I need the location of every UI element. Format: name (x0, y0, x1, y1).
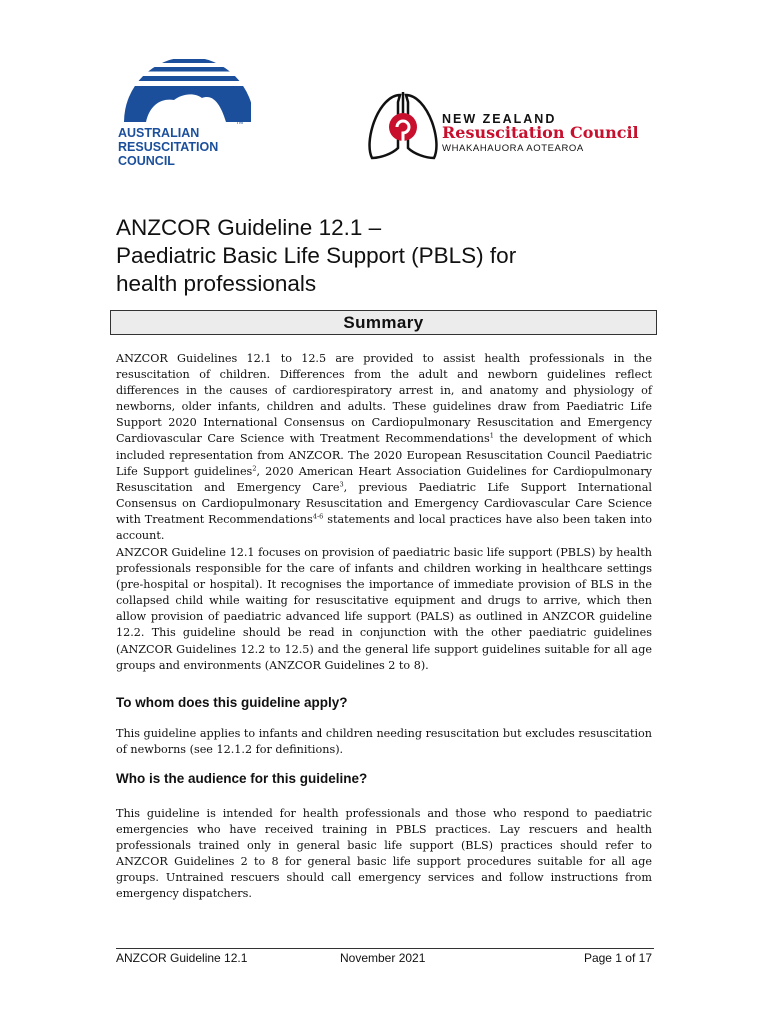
paragraph (116, 726, 652, 758)
text-run: the development of which included representation from ANZCOR. The 2020 European Resuscitation Council Paediatric Life Support guidelines (116, 432, 653, 478)
text-run: This guideline applies to infants and children needing resuscitation but excludes resuscitation of newborns (see 12.1.2 for definitions). (116, 727, 652, 757)
arc-logo-line: RESUSCITATION (118, 140, 219, 154)
summary-heading: Summary (110, 310, 657, 335)
nz-logo-line3: WHAKAHAUORA AOTEAROA (442, 143, 584, 154)
citation-ref: 2 (252, 463, 257, 472)
text-run: ANZCOR Guideline 12.1 focuses on provision of paediatric basic life support (PBLS) by health professionals responsible for the care of infants and children working in healthcare settings (pre-hospital or hospital). It recognises the importance of immediate provision of BLS in the collapsed child while waiting for resuscitative equipment and drugs to arrive, which then allow provision of paediatric advanced life support (PALS) as outlined in ANZCOR guideline 12.2. This guideline should be read in conjunction with the other paediatric guidelines (ANZCOR Guidelines 12.2 to 12.5) and the general life support guidelines suitable for all age groups and environments (ANZCOR Guidelines 2 to 8). (116, 546, 652, 672)
nz-logo (366, 92, 639, 162)
citation-ref: 4-6 (312, 512, 324, 521)
arc-logo-line: COUNCIL (118, 154, 175, 168)
text-run: , previous Paediatric Life Support International Consensus on Cardiopulmonary Resuscitation and Emergency Cardiovascular Care Science with Treatment Recommendations (116, 480, 652, 526)
citation-ref: 1 (489, 431, 494, 440)
footer-center: November 2021 (340, 951, 426, 965)
trademark: TM (236, 120, 244, 126)
nz-logo-line2: Resuscitation Council (442, 123, 639, 142)
text-run: ANZCOR Guidelines 12.1 to 12.5 are provided to assist health professionals in the resuscitation of children. Differences from the adult and newborn guidelines reflect differences in the causes of cardiorespiratory arrest in, and anatomy and physiology of newborns, older infants, children and adults. These guidelines draw from Paediatric Life Support 2020 International Consensus on Cardiopulmonary Resuscitation and Emergency Cardiovascular Care Science with Treatment Recommendations (116, 352, 652, 446)
paragraph (116, 806, 652, 903)
arc-logo-line: AUSTRALIAN (118, 126, 200, 140)
title-line: Paediatric Basic Life Support (PBLS) for (116, 243, 517, 268)
citation-ref: 3 (339, 480, 344, 489)
paragraph (116, 545, 652, 674)
arc-logo (116, 40, 251, 170)
text-run: , 2020 American Heart Association Guidelines for Cardiopulmonary Resuscitation and Emergency Care (116, 464, 652, 494)
lungs-icon (366, 92, 438, 162)
paragraph (116, 351, 652, 544)
footer-page-number: Page 1 of 17 (583, 951, 652, 965)
section-heading: To whom does this guideline apply? (116, 695, 348, 710)
document-title (116, 214, 676, 298)
section-heading: Who is the audience for this guideline? (116, 771, 368, 786)
title-line: ANZCOR Guideline 12.1 – (116, 215, 382, 240)
footer-left: ANZCOR Guideline 12.1 (116, 951, 248, 965)
text-run: This guideline is intended for health professionals and those who respond to paediatric emergencies who have received training in PBLS practices. Lay rescuers and health professionals trained only in general basic life support (BLS) practices should refer to ANZCOR Guidelines 2 to 8 for general basic life support procedures suitable for all age groups. Untrained rescuers should call emergency services and follow instructions from emergency dispatchers. (116, 807, 652, 901)
title-line: health professionals (116, 271, 317, 296)
nz-logo-line1: NEW ZEALAND (442, 112, 557, 126)
text-run: statements and local practices have also been taken into account. (116, 512, 652, 543)
footer-rule (116, 948, 654, 949)
